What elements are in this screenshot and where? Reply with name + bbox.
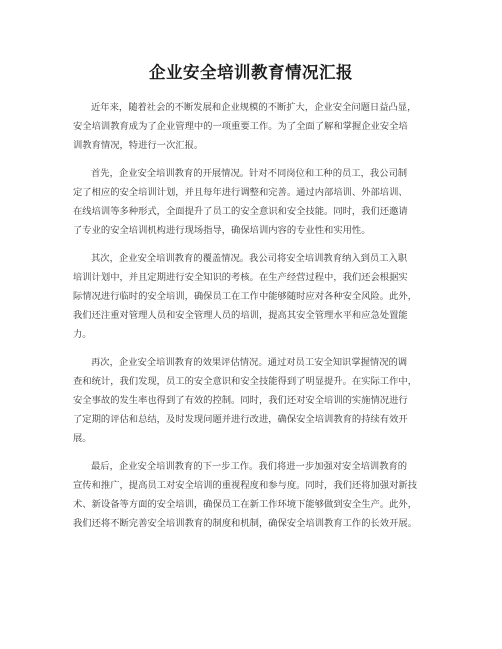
text-line: 展。 <box>73 433 92 444</box>
text-line: 再次，企业安全培训教育的效果评估情况。通过对员工安全知识掌握情况的调 <box>91 357 408 368</box>
paragraph-implementation <box>73 164 435 240</box>
text-line: 首先，企业安全培训教育的开展情况。针对不同岗位和工种的员工，我公司制 <box>91 168 408 179</box>
text-line: 训教育情况，特进行一次汇报。 <box>73 140 204 151</box>
text-line: 查和统计，我们发现，员工的安全意识和安全技能得到了明显提升。在实际工作中， <box>73 376 417 387</box>
text-line: 宣传和推广，提高员工对安全培训的重视程度和参与度。同时，我们还将加强对新技 <box>73 480 417 491</box>
paragraph-next-steps <box>73 457 435 533</box>
text-line: 其次，企业安全培训教育的覆盖情况。我公司将安全培训教育纳入到员工入职 <box>91 253 408 264</box>
text-line: 安全事故的发生率也得到了有效的控制。同时，我们还对安全培训的实施情况进行 <box>73 395 408 406</box>
text-line: 定了相应的安全培训计划，并且每年进行调整和完善。通过内部培训、外部培训、 <box>73 187 408 198</box>
text-line: 了专业的安全培训机构进行现场指导，确保培训内容的专业性和实用性。 <box>73 225 371 236</box>
text-line: 际情况进行临时的安全培训，确保员工在工作中能够随时应对各种安全风险。此外， <box>73 291 417 302</box>
text-line: 近年来，随着社会的不断发展和企业规模的不断扩大，企业安全问题日益凸显， <box>91 102 417 113</box>
text-line: 在线培训等多种形式，全面提升了员工的安全意识和安全技能。同时，我们还邀请 <box>73 206 408 217</box>
text-line: 我们还注重对管理人员和安全管理人员的培训，提高其安全管理水平和应急处置能 <box>73 310 408 321</box>
document-title: 企业安全培训教育情况汇报 <box>149 63 353 82</box>
paragraph-intro <box>73 98 435 155</box>
text-line: 我们还将不断完善安全培训教育的制度和机制，确保安全培训教育工作的长效开展。 <box>73 518 417 529</box>
text-line: 了定期的评估和总结，及时发现问题并进行改进，确保安全培训教育的持续有效开 <box>73 414 408 425</box>
paragraph-evaluation <box>73 353 435 448</box>
text-line: 培训计划中，并且定期进行安全知识的考核。在生产经营过程中，我们还会根据实 <box>73 272 408 283</box>
text-line: 术、新设备等方面的安全培训，确保员工在新工作环境下能够做到安全生产。此外， <box>73 499 417 510</box>
text-line: 力。 <box>73 329 92 340</box>
text-line: 最后，企业安全培训教育的下一步工作。我们将进一步加强对安全培训教育的 <box>91 461 408 472</box>
paragraph-coverage <box>73 249 435 344</box>
text-line: 安全培训教育成为了企业管理中的一项重要工作。为了全面了解和掌握企业安全培 <box>73 121 408 132</box>
